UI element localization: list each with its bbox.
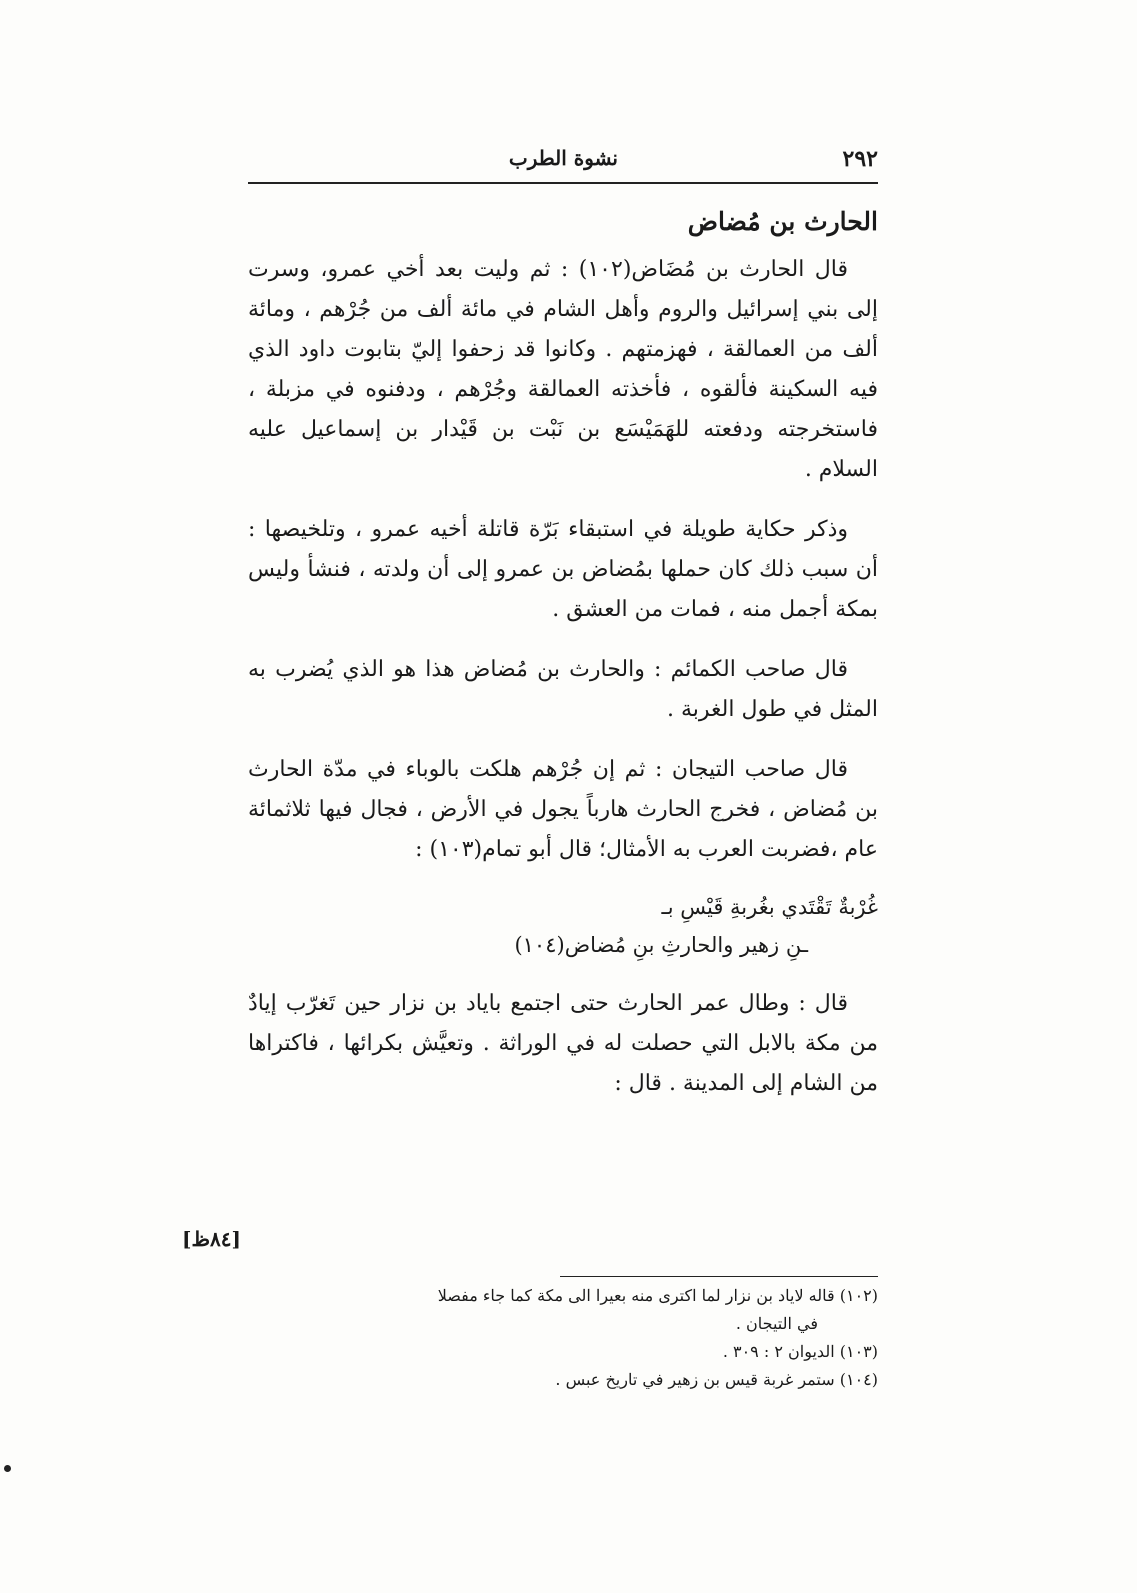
page-header (248, 146, 878, 182)
main-text (248, 200, 878, 1104)
paragraph-2: وذكر حكاية طويلة في استبقاء بَرّة قاتلة أخيه عمرو ، وتلخيصها : أن سبب ذلك كان حملها بمُضاض بن عمرو إلى أن ولدته ، فنشأ وليس بمكة أجمل منه ، فمات من العشق . (248, 517, 878, 622)
footnotes (248, 1282, 878, 1394)
paragraph-1: قال الحارث بن مُضَاض(١٠٢) : ثم وليت بعد أخي عمرو، وسرت إلى بني إسرائيل والروم وأهل الشام في مائة ألف من جُرْهم ، ومائة ألف من العمالقة ، فهزمتهم . وكانوا قد زحفوا إليّ بتابوت داود الذي فيه السكينة فألقوه ، فأخذته العمالقة وجُرْهم ، ودفنوه في مزبلة ، فاستخرجته ودفعته للهَمَيْسَع بن نَبْت بن قَيْدار بن إسماعيل عليه السلام . (248, 257, 878, 482)
page-number: ٢٩٢ (842, 146, 878, 172)
folio-margin-note: [٨٤ظ] (182, 1227, 241, 1251)
paragraph-4: قال صاحب التيجان : ثم إن جُرْهم هلكت بالوباء في مدّة الحارث بن مُضاض ، فخرج الحارث هارباً يجول في الأرض ، فجال فيها ثلاثمائة عام ،فضربت العرب به الأمثال؛ قال أبو تمام(١٠٣) : (248, 757, 878, 862)
footnote-103: (١٠٣) الديوان ٢ : ٣٠٩ . (722, 1342, 878, 1361)
footnote-rule (560, 1276, 878, 1277)
footnote-102: (١٠٢) قاله لاياد بن نزار لما اكترى منه بعيرا الى مكة كما جاء مفصلا (437, 1286, 878, 1305)
scan-mark (4, 1465, 11, 1472)
running-title: نشوة الطرب (508, 146, 618, 170)
footnote-102-continuation: في التيجان . (735, 1314, 818, 1333)
header-rule (248, 182, 878, 184)
section-title: الحارث بن مُضاض (687, 207, 878, 236)
paragraph-5: قال : وطال عمر الحارث حتى اجتمع باياد بن نزار حين تَغرّب إيادٌ من مكة بالابل التي حصلت له في الوراثة . وتعيَّش بكرائها ، فاكتراها من الشام إلى المدينة . قال : (248, 991, 878, 1096)
paragraph-3: قال صاحب الكمائم : والحارث بن مُضاض هذا هو الذي يُضرب به المثل في طول الغربة . (248, 657, 878, 722)
poem-verse (248, 888, 878, 964)
verse-hemistich-1: غُرْبةٌ تَقْتَدي بغُربةِ قَيْسِ بـ (661, 895, 878, 919)
verse-hemistich-2: ـنِ زهير والحارثِ بنِ مُضاض(١٠٤) (514, 933, 808, 957)
footnote-104: (١٠٤) ستمر غربة قيس بن زهير في تاريخ عبس . (555, 1370, 878, 1389)
